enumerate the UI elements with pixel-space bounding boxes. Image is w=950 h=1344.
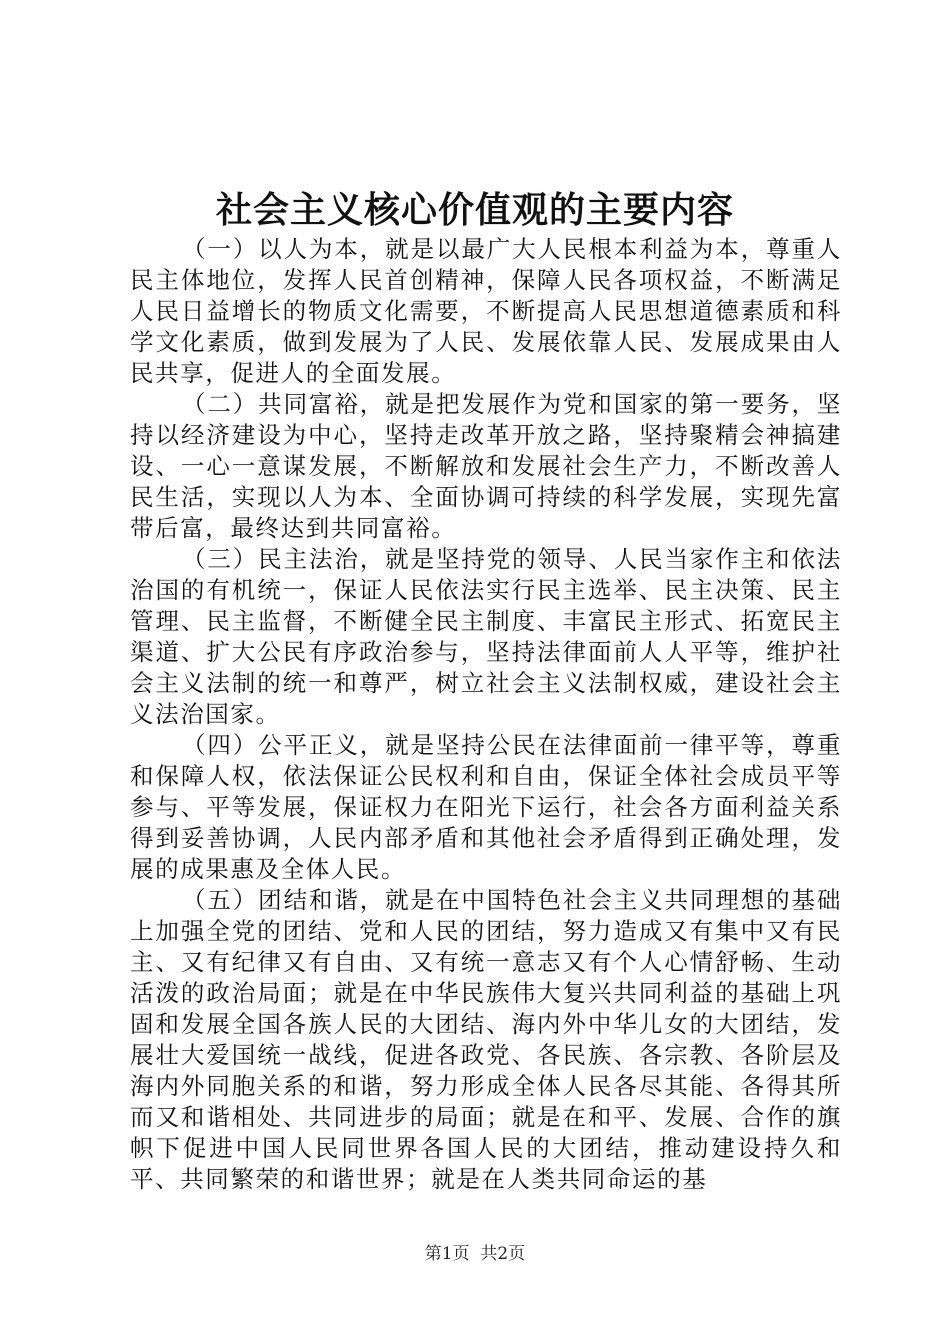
- page-number: 第1页 共2页: [424, 1244, 526, 1264]
- paragraph-3: （三）民主法治，就是坚持党的领导、人民当家作主和依法治国的有机统一，保证人民依法实行民主选举、民主决策、民主管理、民主监督，不断健全民主制度、丰富民主形式、拓宽民主渠道、扩大公民有序政治参与，坚持法律面前人人平等，维护社会主义法制的统一和尊严，树立社会主义法制权威，建设社会主义法治国家。: [130, 545, 842, 728]
- document-title: 社会主义核心价值观的主要内容: [215, 189, 734, 231]
- paragraph-2: （二）共同富裕，就是把发展作为党和国家的第一要务，坚持以经济建设为中心，坚持走改革开放之路，坚持聚精会神搞建设、一心一意谋发展，不断解放和发展社会生产力，不断改善人民生活，实现以人为本、全面协调可持续的科学发展，实现先富带后富，最终达到共同富裕。: [130, 390, 842, 542]
- paragraph-5: （五）团结和谐，就是在中国特色社会主义共同理想的基础上加强全党的团结、党和人民的团结，努力造成又有集中又有民主、又有纪律又有自由、又有统一意志又有个人心情舒畅、生动活泼的政治局面；就是在中华民族伟大复兴共同利益的基础上巩固和发展全国各族人民的大团结、海内外中华儿女的大团结，发展壮大爱国统一战线，促进各政党、各民族、各宗教、各阶层及海内外同胞关系的和谐，努力形成全体人民各尽其能、各得其所而又和谐相处、共同进步的局面；就是在和平、发展、合作的旗帜下促进中国人民同世界各国人民的大团结，推动建设持久和平、共同繁荣的和谐世界；就是在人类共同命运的基: [130, 886, 842, 1193]
- page-footer: [0, 1242, 950, 1266]
- document-body: [130, 234, 842, 1195]
- paragraph-1: （一）以人为本，就是以最广大人民根本利益为本，尊重人民主体地位，发挥人民首创精神，保障人民各项权益，不断满足人民日益增长的物质文化需要，不断提高人民思想道德素质和科学文化素质，做到发展为了人民、发展依靠人民、发展成果由人民共享，促进人的全面发展。: [130, 235, 842, 387]
- paragraph-4: （四）公平正义，就是坚持公民在法律面前一律平等，尊重和保障人权，依法保证公民权利和自由，保证全体社会成员平等参与、平等发展，保证权力在阳光下运行，社会各方面利益关系得到妥善协调，人民内部矛盾和其他社会矛盾得到正确处理，发展的成果惠及全体人民。: [130, 731, 842, 883]
